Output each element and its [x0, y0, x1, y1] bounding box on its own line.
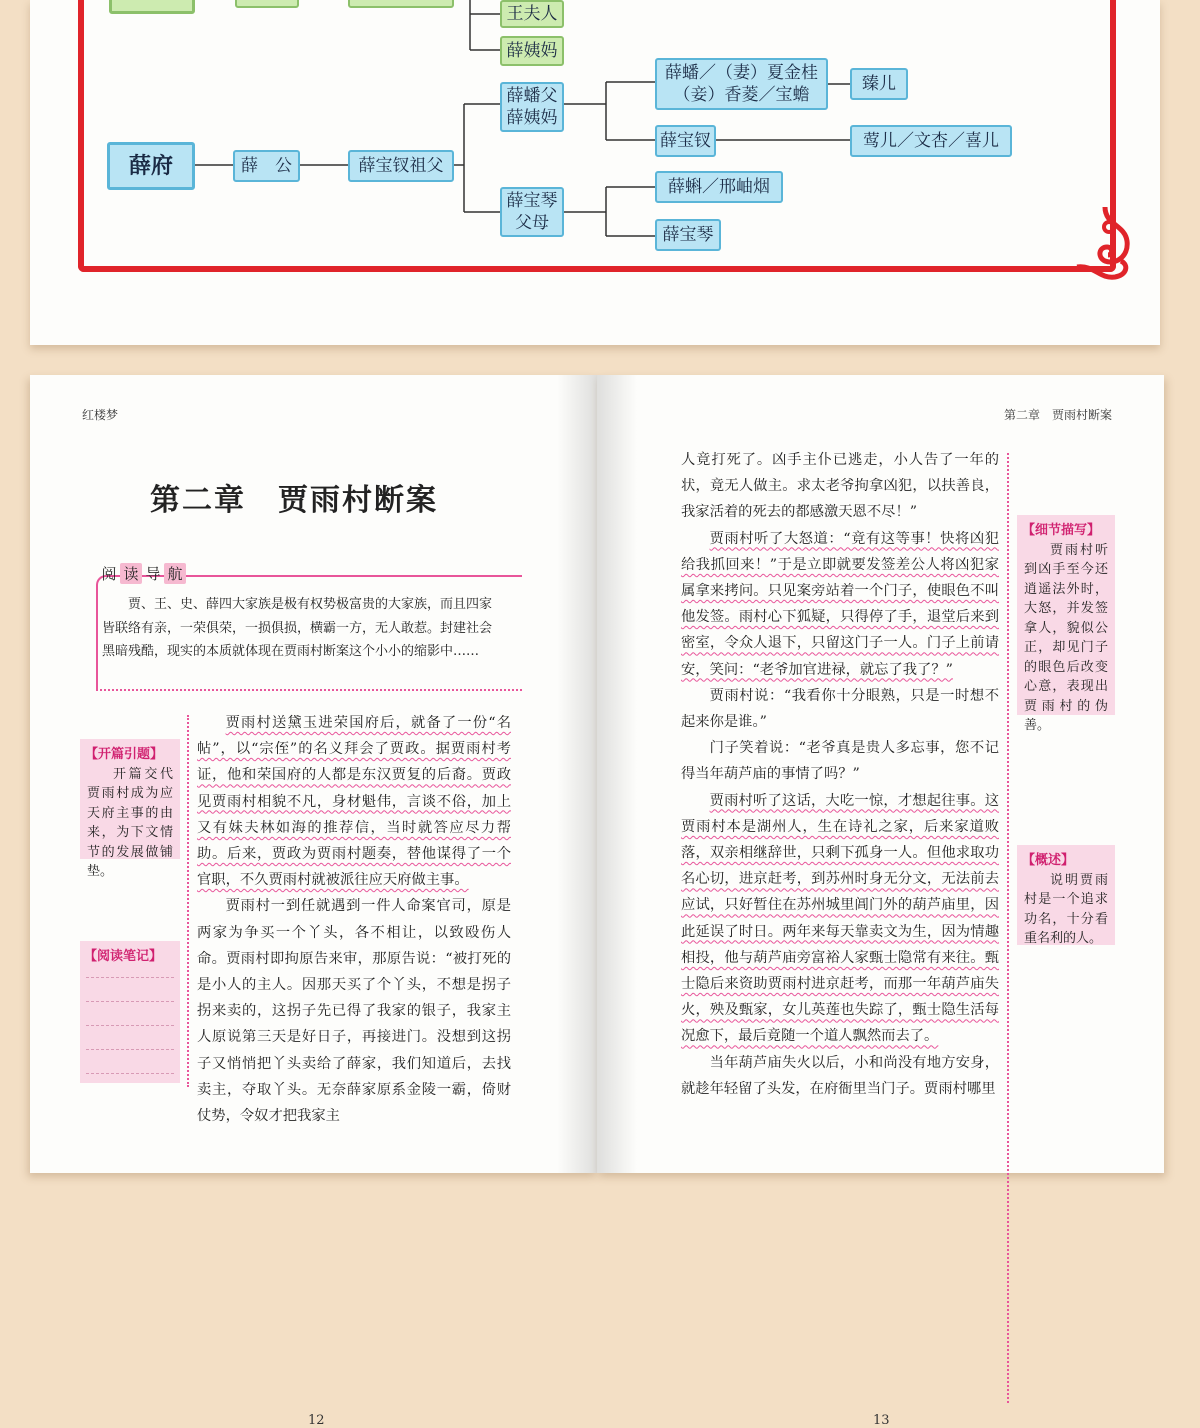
paragraph: 贾雨村送黛玉进荣国府后，就备了一份“名帖”，以“宗侄”的名义拜会了贾政。据贾雨村考证，他和荣国府的人都是东汉贾复的后裔。贾政见贾雨村相貌不凡，身材魁伟，言谈不俗，加上又有妹夫林如海的推荐信，当时就答应尽力帮助。后来，贾政为贾雨村题奏，替他谋得了一个官职，不久贾雨村就被派往应天府做主事。: [197, 715, 511, 889]
spine-shadow: [557, 375, 597, 1173]
reading-guide-label: [98, 563, 186, 587]
paragraph: 贾雨村听了这话，大吃一惊，才想起往事。这贾雨村本是湖州人，生在诗礼之家，后来家道败落，双亲相继辞世，只剩下孤身一人。但他求取功名心切，进京赶考，到苏州时身无分文，无法前去应试，只好暂住在苏州城里阊门外的葫芦庙里，因此延误了时日。两年来每天靠卖文为生，因为情趣相投，他与葫芦庙旁富裕人家甄士隐常有来往。甄士隐后来资助贾雨村进京赶考，而那一年葫芦庙失火，殃及甄家，女儿英莲也失踪了，甄士隐生活每况愈下，最后竟随一个道人飘然而去了。: [681, 792, 999, 1045]
tree-top-partial-box: [109, 0, 195, 14]
paragraph: 贾雨村听了大怒道：“竟有这等事！快将凶犯给我抓回来！”于是立即就要发签差公人将凶犯家属拿来拷问。只见案旁站着一个门子，使眼色不叫他发签。雨村心下狐疑，只得停了手，退堂后来到密室，令众人退下，只留这门子一人。门子上前请安，笑问：“老爷加官进禄，就忘了我了？”: [681, 530, 999, 678]
note-line: [86, 1025, 174, 1026]
note-line: [86, 1049, 174, 1050]
note-line: [86, 977, 174, 978]
note-opening: 【开篇引题】 开篇交代贾雨村成为应天府主事的由来，为下文情节的发展做铺垫。: [80, 739, 180, 859]
tree-node-baochai: 薛宝钗: [655, 125, 716, 157]
chapter-title: 第二章 贾雨村断案: [150, 483, 438, 518]
tree-node-wang-furen: 王夫人: [500, 0, 564, 28]
tree-node-xuepan: 薛蟠／（妻）夏金桂 （妾）香菱／宝蟾: [655, 58, 828, 110]
margin-divider: [187, 715, 189, 1087]
family-tree-page: [30, 0, 1160, 345]
tree-node-baoqin: 薛宝琴: [655, 219, 721, 251]
tree-node-zhener: 臻儿: [850, 68, 908, 100]
page-number-right: 13: [873, 1413, 890, 1428]
tree-node-parents-2: 薛宝琴 父母: [500, 187, 564, 237]
tree-top-partial-box-2: [235, 0, 299, 8]
running-head-right: 第二章 贾雨村断案: [1003, 408, 1112, 422]
tree-node-root: 薛府: [107, 142, 195, 190]
guide-char: 导: [145, 565, 161, 583]
tree-node-maids: 莺儿／文杏／喜儿: [850, 125, 1012, 157]
left-body-text: [197, 710, 511, 1129]
right-body-text: [681, 447, 999, 1102]
paragraph: 贾雨村说：“我看你十分眼熟，只是一时想不起来你是谁。”: [681, 687, 999, 731]
margin-divider: [1007, 453, 1009, 1403]
tree-node-ancestor: 薛宝钗祖父: [348, 150, 454, 182]
guide-char: 读: [120, 563, 142, 584]
paragraph: 当年葫芦庙失火以后，小和尚没有地方安身，就趁年轻留了头发，在府衙里当门子。贾雨村哪里: [681, 1054, 999, 1097]
spine-shadow: [597, 375, 637, 1173]
tree-node-parents-1: 薛蟠父 薛姨妈: [500, 82, 564, 132]
note-summary: 【概述】 说明贾雨村是一个追求功名，十分看重名利的人。: [1017, 845, 1115, 945]
tree-node-xue-yima: 薛姨妈: [500, 36, 564, 66]
right-page: [597, 375, 1164, 1428]
paragraph: 门子笑着说：“老爷真是贵人多忘事，您不记得当年葫芦庙的事情了吗？”: [681, 740, 999, 783]
reading-notes-label: 【阅读笔记】: [84, 949, 163, 964]
tree-top-partial-box-3: [348, 0, 454, 8]
tree-node-xueke: 薛蝌／邢岫烟: [655, 171, 783, 203]
paragraph: 人竟打死了。凶手主仆已逃走，小人告了一年的状，竟无人做主。求太老爷拘拿凶犯，以扶善良，我家活着的死去的都感激天恩不尽！”: [681, 452, 999, 521]
reading-guide-text: 贾、王、史、薛四大家族是极有权势极富贵的大家族，而且四家皆联络有亲，一荣俱荣，一损俱损，横霸一方，无人敢惹。封建社会黑暗残酷，现实的本质就体现在贾雨村断案这个小小的缩影中……: [102, 597, 493, 659]
tree-connector-lines: [30, 0, 1160, 345]
guide-char: 阅: [101, 565, 117, 583]
note-detail: 【细节描写】 贾雨村听到凶手至今还逍遥法外时，大怒，并发签拿人，貌似公正，却见门子的眼色后改变心意，表现出贾雨村的伪善。: [1017, 515, 1115, 715]
note-line: [86, 1073, 174, 1074]
tree-node-xue-gong: 薛 公: [233, 150, 300, 182]
paragraph: 贾雨村一到任就遇到一件人命案官司，原是两家为争买一个丫头，各不相让，以致殴伤人命。贾雨村即拘原告来审，那原告说：“被打死的是小人的主人。因那天买了个丫头，不想是拐子拐来卖的，这拐子先已得了我家的银子，我家主人原说第三天是好日子，再接进门。没想到这拐子又悄悄把丫头卖给了薛家，我们知道后，去找卖主，夺取丫头。无奈薛家原系金陵一霸，倚财仗势，令奴才把我家主: [197, 898, 511, 1125]
note-line: [86, 1001, 174, 1002]
guide-char: 航: [164, 563, 186, 584]
reading-notes-box[interactable]: [80, 941, 180, 1083]
running-head-left: 红楼梦: [82, 408, 119, 422]
page-number-left: 12: [308, 1413, 325, 1428]
left-page: [30, 375, 597, 1428]
